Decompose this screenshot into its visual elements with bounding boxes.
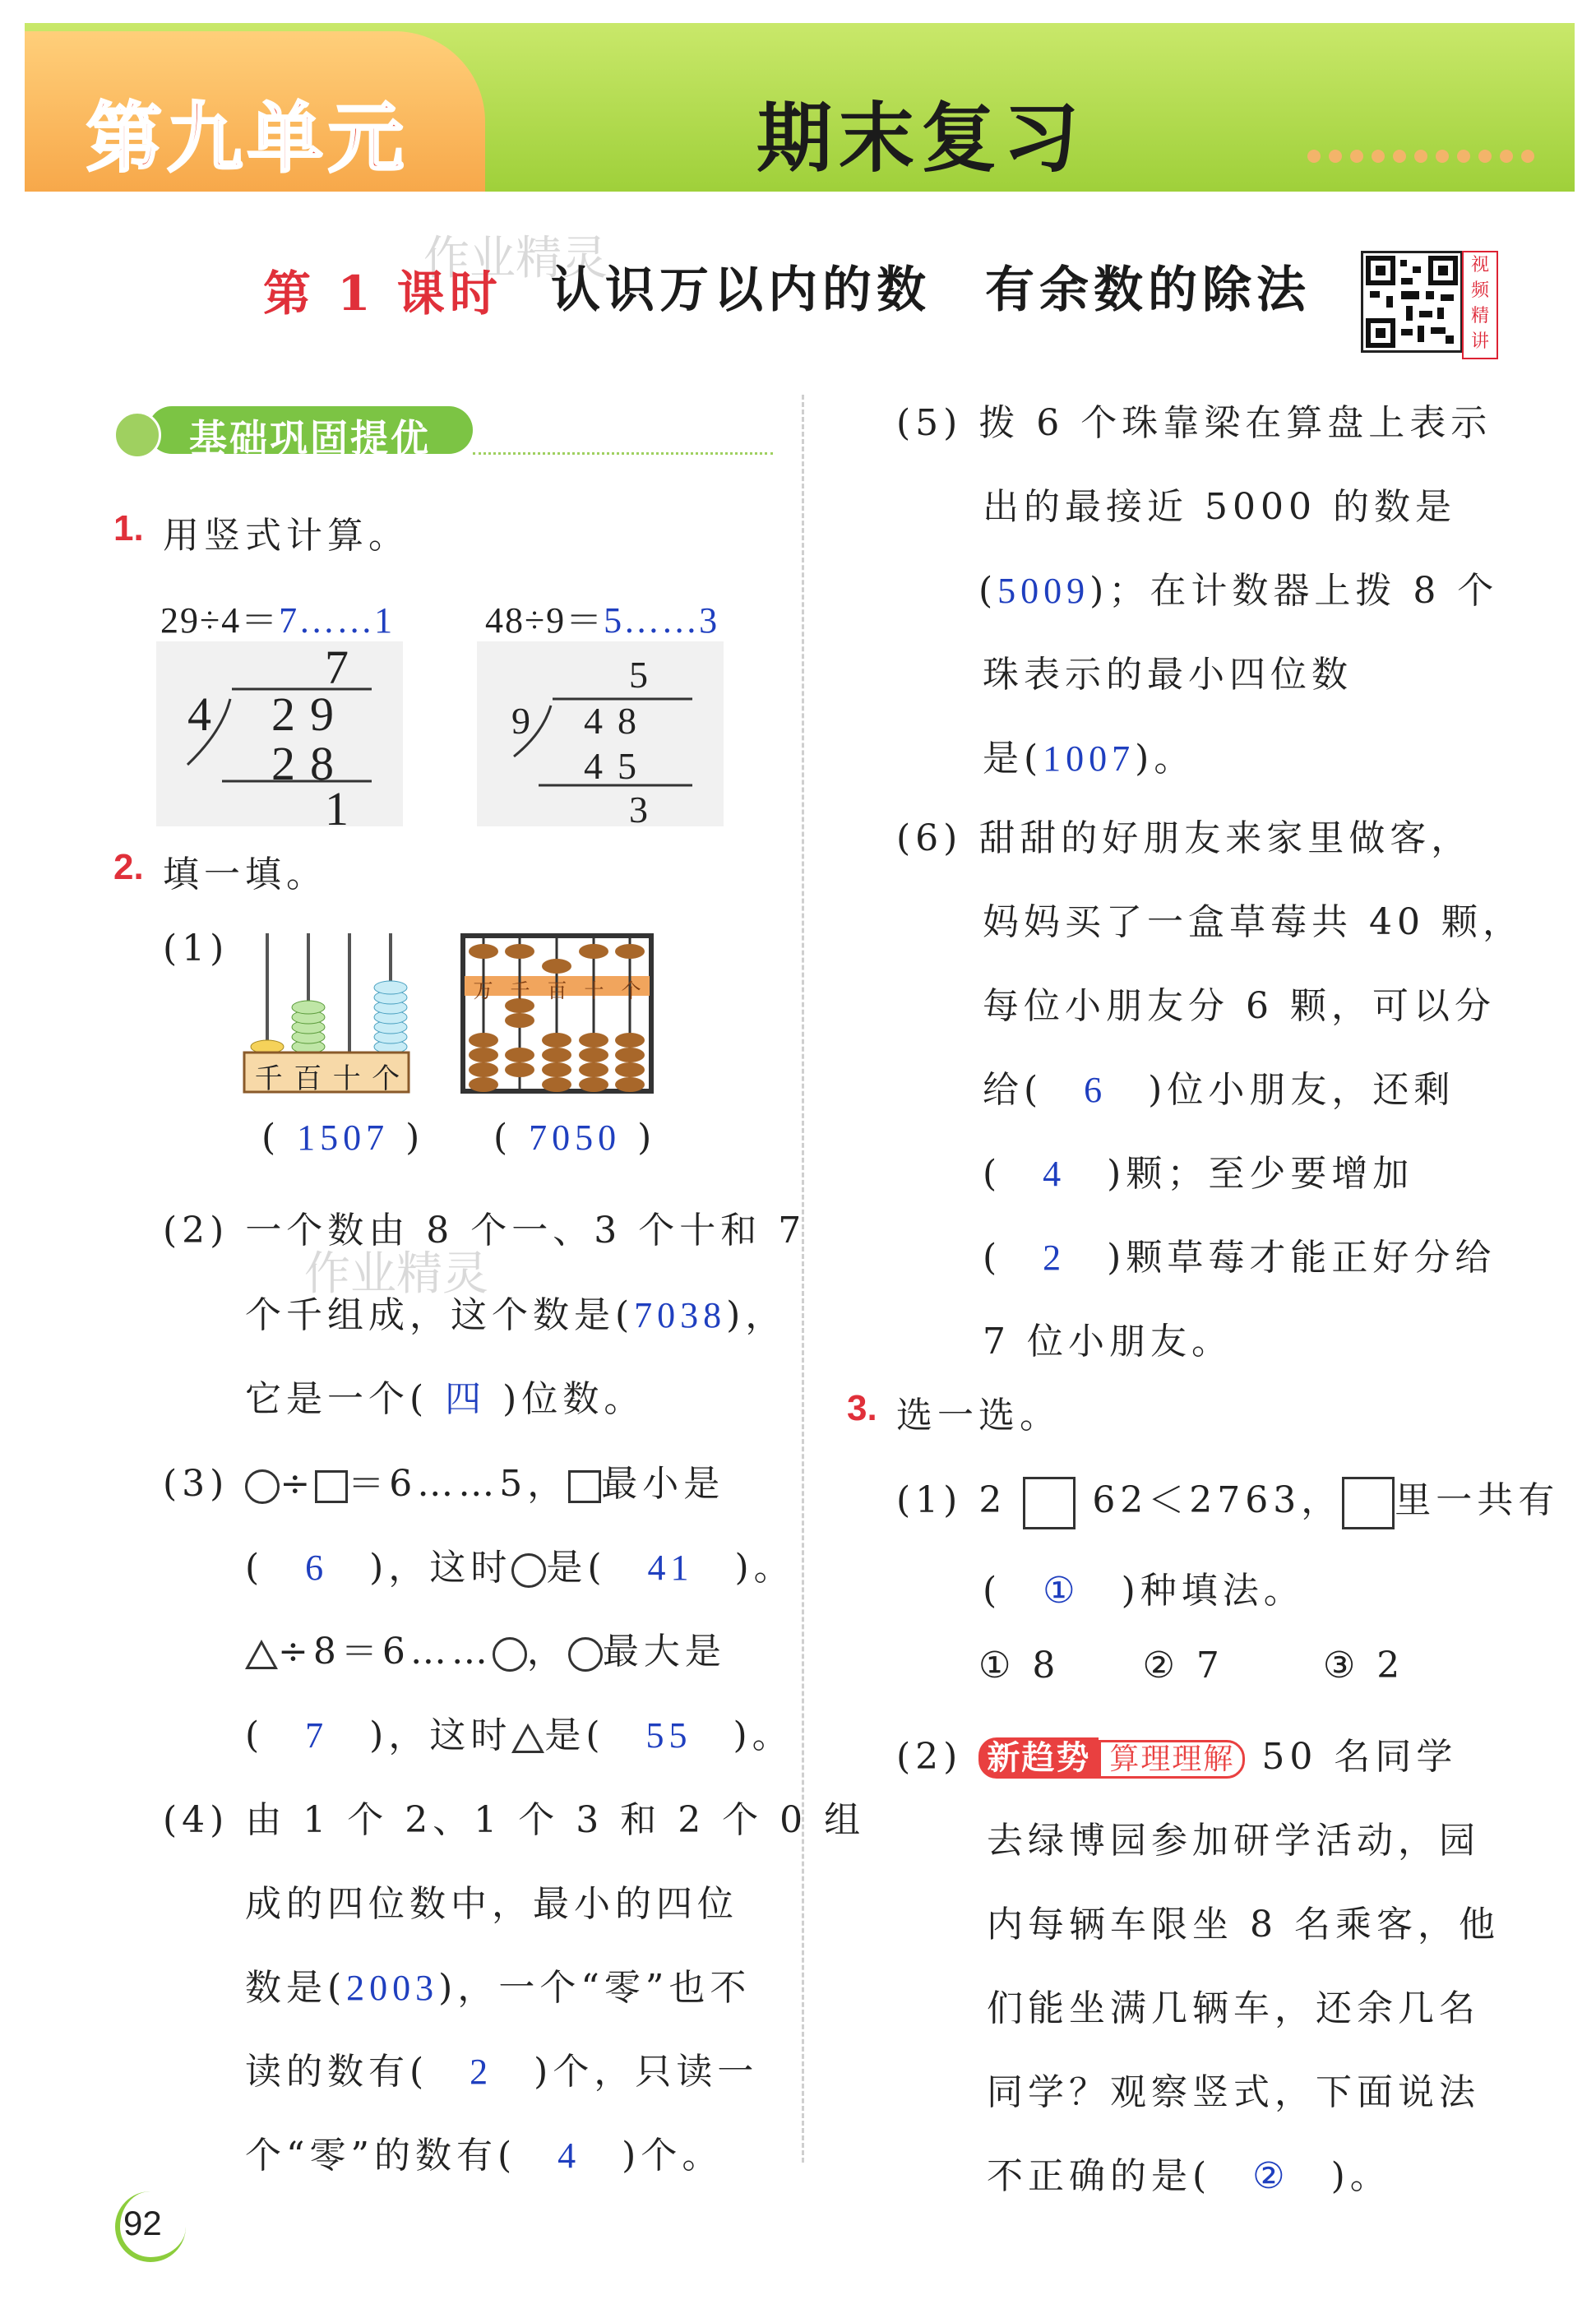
qr-code-icon[interactable] [1361, 251, 1463, 353]
q1b-answer[interactable]: 5……3 [604, 600, 719, 641]
option-1[interactable]: ① 8 [978, 1645, 1061, 1686]
q2-p4-line3: 数是(2003)，一个“零”也不 [245, 1967, 752, 2009]
q3-p1-line1: (1) 2 62＜2763， 里一共有 [896, 1470, 1559, 1529]
q2-p5-line5: 是(1007)。 [983, 738, 1196, 780]
q1a-dividend: 29 [271, 687, 349, 741]
q3-stem: 选一选。 [896, 1395, 1061, 1437]
q1b-remainder: 3 [629, 789, 663, 831]
q2-p1-label: (1) [163, 928, 229, 969]
q2-p6-answer-3[interactable]: 2 [1043, 1238, 1066, 1278]
q2-p1-answer-b: ( 7050 ) [493, 1117, 657, 1159]
q3-number: 3. [847, 1388, 877, 1428]
q3-p2-line2: 去绿博园参加研学活动，园 [987, 1820, 1480, 1862]
q2-p4-line2: 成的四位数中，最小的四位 [245, 1883, 738, 1925]
q2-p2-line1: (2) 一个数由 8 个一、3 个十和 7 [163, 1210, 807, 1252]
decorative-dots [1307, 150, 1543, 166]
q2-p4-line4: 读的数有( 2 )个，只读一 [245, 2051, 759, 2093]
page-number: 92 [123, 2204, 162, 2242]
q2-p2-answer-1[interactable]: 7038 [634, 1295, 727, 1335]
q1b-long-division [477, 641, 724, 831]
abacus-illustration [460, 933, 654, 1094]
q3-p2-answer[interactable]: ② [1252, 2156, 1290, 2196]
lesson-title: 认识万以内的数 有余数的除法 [551, 261, 1311, 319]
topic-badge: 算理理解 [1099, 1740, 1245, 1779]
abacus-labels: 万 千 百 十 个 [473, 979, 641, 1002]
new-trend-badge: 新趋势 [978, 1737, 1099, 1779]
q1b-dividend: 48 [584, 700, 651, 742]
q1b-expression: 48÷9＝5……3 [485, 600, 719, 641]
q2-p4-answer-1[interactable]: 2003 [346, 1968, 439, 2008]
q2-p3-line1: (3) ÷ ＝6……5， 最小是 [163, 1463, 725, 1505]
q2-p1-answer-a: ( 1507 ) [261, 1117, 425, 1159]
gear-icon [113, 411, 161, 459]
q2-p3-answer-4[interactable]: 55 [645, 1715, 692, 1756]
q2-p3-answer-2[interactable]: 41 [647, 1548, 694, 1588]
q2-p4-line5: 个“零”的数有( 4 )个。 [245, 2135, 724, 2177]
q1a-answer[interactable]: 7……1 [279, 600, 395, 641]
q3-p2-line3: 内每辆车限坐 8 名乘客，他 [987, 1904, 1500, 1946]
q2-p6-line5: ( 4 )颗；至少要增加 [983, 1153, 1414, 1195]
q3-p2-line5: 同学？观察竖式，下面说法 [987, 2071, 1480, 2113]
q2-p5-line1: (5) 拨 6 个珠靠梁在算盘上表示 [896, 402, 1492, 444]
q2-p3-answer-1[interactable]: 6 [305, 1548, 329, 1588]
section-underline [473, 452, 773, 455]
q2-p1-answer-a-value[interactable]: 1507 [297, 1117, 390, 1158]
q3-p1-line2: ( ① )种填法。 [983, 1570, 1305, 1612]
q1-stem: 用竖式计算。 [163, 515, 409, 557]
q2-stem: 填一填。 [163, 854, 327, 895]
watermark: 作业精灵 [304, 1247, 488, 1301]
q3-blank-box[interactable] [1342, 1477, 1395, 1529]
q2-p6-line1: (6) 甜甜的好朋友来家里做客， [896, 817, 1473, 859]
q2-p5-answer-2[interactable]: 1007 [1043, 738, 1136, 779]
q2-p6-answer-1[interactable]: 6 [1084, 1070, 1108, 1110]
q3-blank-box[interactable] [1023, 1477, 1076, 1529]
q2-p5-answer-1[interactable]: 5009 [997, 571, 1090, 611]
q2-p5-line3: (5009)；在计数器上拨 8 个 [978, 570, 1499, 612]
q2-p3-line2: ( 6 )，这时 是( 41 )。 [245, 1547, 795, 1589]
section-label: 基础巩固提优 [189, 416, 431, 460]
q2-p4-line1: (4) 由 1 个 2、1 个 3 和 2 个 0 组 [163, 1799, 866, 1841]
q1a-product: 28 [271, 737, 349, 790]
q3-p1-options [978, 1645, 1404, 1686]
q2-p3-line3: ÷8＝6…… ， 最大是 [245, 1622, 726, 1674]
q2-p2-answer-2[interactable]: 四 [445, 1379, 487, 1419]
counter-illustration [243, 929, 411, 1094]
chapter-title: 期末复习 [756, 95, 1086, 183]
q3-p2-line4: 们能坐满几辆车，还余几名 [987, 1987, 1480, 2029]
q2-p3-answer-3[interactable]: 7 [305, 1715, 329, 1756]
counter-labels: 千 百 十 个 [254, 1062, 400, 1095]
watermark: 作业精灵 [423, 232, 608, 285]
q1a-remainder: 1 [325, 782, 363, 835]
q3-p2-line6: 不正确的是( ② )。 [987, 2155, 1391, 2197]
q2-p6-answer-2[interactable]: 4 [1043, 1154, 1066, 1194]
q2-p3-line4: ( 7 )，这时 是( 55 )。 [245, 1714, 793, 1756]
lesson-number: 第 1 课时 [263, 266, 502, 322]
q2-p5-line4: 珠表示的最小四位数 [983, 654, 1353, 696]
q3-p2-line1: (2) 新趋势 算理理解 50 名同学 [896, 1736, 1458, 1778]
q1a-divisor: 4 [187, 687, 226, 741]
q2-p6-line7: 7 位小朋友。 [983, 1321, 1233, 1363]
q2-p6-line2: 妈妈买了一盒草莓共 40 颗， [983, 901, 1524, 943]
option-3[interactable]: ③ 2 [1322, 1645, 1405, 1686]
video-tag[interactable]: 视频精讲 [1462, 251, 1498, 359]
q2-p4-answer-3[interactable]: 4 [557, 2135, 581, 2176]
q1b-quotient: 5 [629, 654, 663, 696]
q1a-expression: 29÷4＝7……1 [160, 600, 395, 641]
q3-p1-answer[interactable]: ① [1043, 1571, 1080, 1611]
q2-number: 2. [113, 847, 144, 887]
q2-p6-line4: 给( 6 )位小朋友，还剩 [983, 1069, 1455, 1111]
q2-p2-line2: 个千组成，这个数是(7038)， [245, 1294, 787, 1336]
q1b-divisor: 9 [511, 700, 545, 742]
q1a-long-division [156, 641, 403, 835]
q2-p6-line6: ( 2 )颗草莓才能正好分给 [983, 1237, 1497, 1279]
q2-p4-answer-2[interactable]: 2 [470, 2052, 493, 2092]
unit-title: 第九单元 [86, 95, 409, 183]
option-2[interactable]: ② 7 [1142, 1645, 1224, 1686]
q2-p1-answer-b-value[interactable]: 7050 [529, 1117, 622, 1158]
q1-number: 1. [113, 508, 144, 548]
column-divider [802, 395, 804, 2163]
q1b-product: 45 [584, 745, 651, 787]
q2-p5-line2: 出的最接近 5000 的数是 [983, 486, 1456, 528]
q2-p2-line3: 它是一个( 四 )位数。 [245, 1378, 645, 1420]
q1a-quotient: 7 [325, 641, 363, 694]
q2-p6-line3: 每位小朋友分 6 颗，可以分 [983, 985, 1496, 1027]
